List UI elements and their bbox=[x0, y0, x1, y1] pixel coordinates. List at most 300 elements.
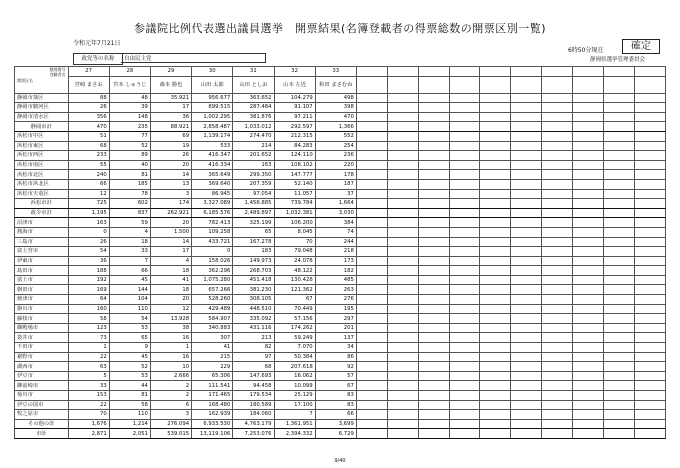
vote-cell bbox=[387, 247, 418, 257]
candidate-number bbox=[542, 67, 573, 77]
vote-cell bbox=[449, 151, 480, 161]
vote-cell bbox=[418, 122, 449, 132]
vote-cell: 207.359 bbox=[233, 179, 274, 189]
vote-cell bbox=[511, 189, 542, 199]
vote-cell: 2,051 bbox=[109, 429, 150, 439]
vote-cell: 44 bbox=[109, 381, 150, 391]
vote-cell bbox=[387, 237, 418, 247]
vote-cell bbox=[480, 314, 511, 324]
vote-cell: 308.105 bbox=[233, 295, 274, 305]
vote-cell bbox=[542, 400, 573, 410]
vote-cell bbox=[449, 237, 480, 247]
vote-cell bbox=[418, 189, 449, 199]
vote-cell: 6,185.576 bbox=[192, 208, 233, 218]
vote-cell: 263 bbox=[315, 285, 356, 295]
vote-cell bbox=[634, 400, 665, 410]
vote-cell: 36 bbox=[150, 112, 191, 122]
vote-cell: 26 bbox=[68, 237, 109, 247]
vote-cell bbox=[387, 170, 418, 180]
vote-cell bbox=[387, 343, 418, 353]
vote-cell bbox=[542, 275, 573, 285]
vote-cell bbox=[480, 352, 511, 362]
district-name: 三島市 bbox=[15, 237, 69, 247]
vote-cell: 45 bbox=[109, 352, 150, 362]
vote-cell bbox=[356, 208, 387, 218]
candidate-row bbox=[15, 76, 666, 93]
vote-cell bbox=[634, 237, 665, 247]
vote-cell bbox=[449, 362, 480, 372]
vote-cell: 106.200 bbox=[274, 218, 315, 228]
district-name: 磐田市 bbox=[15, 285, 69, 295]
vote-cell bbox=[356, 170, 387, 180]
vote-cell bbox=[418, 381, 449, 391]
vote-cell: 12 bbox=[150, 304, 191, 314]
vote-cell: 4 bbox=[109, 227, 150, 237]
vote-cell bbox=[634, 103, 665, 113]
vote-cell bbox=[387, 112, 418, 122]
vote-cell: 22 bbox=[68, 400, 109, 410]
vote-cell: 84.283 bbox=[274, 141, 315, 151]
vote-cell bbox=[480, 208, 511, 218]
vote-cell bbox=[387, 103, 418, 113]
vote-cell bbox=[480, 295, 511, 305]
vote-cell: 163 bbox=[233, 160, 274, 170]
vote-cell bbox=[418, 141, 449, 151]
vote-cell: 183 bbox=[233, 247, 274, 257]
vote-cell: 2,858.487 bbox=[192, 122, 233, 132]
vote-cell: 153 bbox=[68, 391, 109, 401]
vote-cell: 182 bbox=[315, 266, 356, 276]
vote-cell bbox=[356, 419, 387, 429]
vote-cell: 14 bbox=[150, 237, 191, 247]
district-name: 牧之原市 bbox=[15, 410, 69, 420]
vote-cell: 20 bbox=[150, 295, 191, 305]
vote-cell: 192 bbox=[68, 275, 109, 285]
vote-cell bbox=[604, 179, 635, 189]
vote-cell bbox=[387, 295, 418, 305]
table-row bbox=[15, 208, 666, 218]
vote-cell: 2 bbox=[150, 391, 191, 401]
vote-cell bbox=[418, 419, 449, 429]
vote-cell bbox=[604, 295, 635, 305]
vote-cell bbox=[387, 410, 418, 420]
candidate-number bbox=[480, 67, 511, 77]
vote-cell: 528.260 bbox=[192, 295, 233, 305]
vote-cell: 124.110 bbox=[274, 151, 315, 161]
district-name: 浜松市天竜区 bbox=[15, 189, 69, 199]
vote-cell: 68 bbox=[233, 362, 274, 372]
vote-cell: 195 bbox=[315, 304, 356, 314]
vote-cell bbox=[356, 371, 387, 381]
vote-cell: 148 bbox=[109, 112, 150, 122]
vote-cell: 162.939 bbox=[192, 410, 233, 420]
vote-cell bbox=[480, 93, 511, 103]
vote-cell bbox=[604, 419, 635, 429]
vote-cell: 3,699 bbox=[315, 419, 356, 429]
vote-cell bbox=[449, 295, 480, 305]
vote-cell bbox=[634, 391, 665, 401]
corner-district-label: 開票区名 bbox=[17, 78, 33, 83]
vote-cell bbox=[356, 227, 387, 237]
vote-cell bbox=[542, 352, 573, 362]
vote-cell bbox=[511, 256, 542, 266]
vote-cell: 299.350 bbox=[233, 170, 274, 180]
vote-cell bbox=[449, 227, 480, 237]
vote-cell: 297 bbox=[315, 314, 356, 324]
vote-cell bbox=[634, 343, 665, 353]
vote-cell bbox=[604, 400, 635, 410]
vote-cell: 70 bbox=[68, 410, 109, 420]
vote-cell bbox=[604, 141, 635, 151]
vote-cell: 78 bbox=[109, 189, 150, 199]
vote-cell bbox=[449, 112, 480, 122]
vote-cell: 13 bbox=[150, 179, 191, 189]
vote-cell bbox=[573, 352, 604, 362]
vote-cell: 416.334 bbox=[192, 160, 233, 170]
vote-cell bbox=[511, 429, 542, 439]
vote-cell: 18 bbox=[150, 266, 191, 276]
vote-cell: 485 bbox=[315, 275, 356, 285]
vote-cell: 48.122 bbox=[274, 266, 315, 276]
candidate-name bbox=[480, 76, 511, 93]
candidate-number: 30 bbox=[192, 67, 233, 77]
vote-cell bbox=[542, 151, 573, 161]
vote-cell bbox=[634, 141, 665, 151]
candidate-name bbox=[573, 76, 604, 93]
vote-cell: 10 bbox=[150, 362, 191, 372]
vote-cell bbox=[511, 266, 542, 276]
vote-cell bbox=[480, 189, 511, 199]
vote-cell: 4 bbox=[150, 256, 191, 266]
vote-cell: 41 bbox=[192, 343, 233, 353]
vote-cell bbox=[634, 410, 665, 420]
vote-cell: 54 bbox=[109, 314, 150, 324]
table-row bbox=[15, 333, 666, 343]
vote-cell: 739.784 bbox=[274, 199, 315, 209]
vote-cell bbox=[634, 160, 665, 170]
vote-cell bbox=[511, 391, 542, 401]
vote-cell bbox=[634, 323, 665, 333]
candidate-name: 和田 まさむね bbox=[315, 76, 356, 93]
candidate-number: 31 bbox=[233, 67, 274, 77]
vote-cell bbox=[418, 352, 449, 362]
vote-cell bbox=[511, 419, 542, 429]
vote-cell bbox=[573, 410, 604, 420]
vote-cell bbox=[542, 381, 573, 391]
vote-cell bbox=[573, 112, 604, 122]
district-name: 浜松市西区 bbox=[15, 151, 69, 161]
vote-cell bbox=[542, 170, 573, 180]
table-row bbox=[15, 256, 666, 266]
vote-cell bbox=[604, 160, 635, 170]
vote-cell bbox=[480, 179, 511, 189]
vote-cell bbox=[542, 371, 573, 381]
candidate-name bbox=[418, 76, 449, 93]
vote-cell: 171.465 bbox=[192, 391, 233, 401]
vote-cell bbox=[573, 247, 604, 257]
vote-cell bbox=[573, 237, 604, 247]
vote-cell: 34 bbox=[315, 343, 356, 353]
vote-cell: 110 bbox=[109, 304, 150, 314]
vote-cell bbox=[604, 410, 635, 420]
vote-cell bbox=[356, 247, 387, 257]
vote-cell bbox=[511, 237, 542, 247]
vote-cell bbox=[604, 112, 635, 122]
vote-cell bbox=[604, 247, 635, 257]
vote-cell: 88.921 bbox=[150, 122, 191, 132]
vote-cell bbox=[604, 151, 635, 161]
vote-cell: 158.026 bbox=[192, 256, 233, 266]
vote-cell bbox=[418, 237, 449, 247]
vote-cell bbox=[573, 362, 604, 372]
vote-cell bbox=[573, 419, 604, 429]
candidate-number bbox=[511, 67, 542, 77]
vote-cell: 470 bbox=[68, 122, 109, 132]
vote-cell: 97 bbox=[233, 352, 274, 362]
vote-cell bbox=[356, 256, 387, 266]
vote-cell: 5 bbox=[68, 371, 109, 381]
vote-cell bbox=[634, 295, 665, 305]
vote-cell bbox=[511, 295, 542, 305]
vote-cell: 53 bbox=[109, 371, 150, 381]
vote-cell bbox=[356, 275, 387, 285]
vote-cell bbox=[604, 275, 635, 285]
vote-cell: 65.306 bbox=[192, 371, 233, 381]
vote-cell: 86 bbox=[315, 352, 356, 362]
vote-cell bbox=[604, 93, 635, 103]
candidate-name bbox=[634, 76, 665, 93]
vote-cell: 470 bbox=[315, 112, 356, 122]
vote-cell bbox=[480, 285, 511, 295]
vote-cell bbox=[542, 256, 573, 266]
vote-cell bbox=[449, 333, 480, 343]
vote-cell: 26 bbox=[150, 151, 191, 161]
vote-cell: 121.362 bbox=[274, 285, 315, 295]
vote-cell: 212.315 bbox=[274, 131, 315, 141]
vote-cell bbox=[604, 362, 635, 372]
vote-cell bbox=[573, 381, 604, 391]
vote-cell bbox=[542, 247, 573, 257]
table-row bbox=[15, 314, 666, 324]
vote-cell bbox=[573, 314, 604, 324]
vote-cell: 109.258 bbox=[192, 227, 233, 237]
vote-cell: 51 bbox=[68, 131, 109, 141]
vote-cell bbox=[449, 189, 480, 199]
vote-cell bbox=[511, 218, 542, 228]
vote-cell: 325.199 bbox=[233, 218, 274, 228]
vote-cell: 137 bbox=[315, 333, 356, 343]
vote-cell bbox=[480, 419, 511, 429]
vote-cell bbox=[480, 103, 511, 113]
vote-cell: 1 bbox=[150, 343, 191, 353]
vote-cell: 201.652 bbox=[233, 151, 274, 161]
vote-cell: 335.092 bbox=[233, 314, 274, 324]
vote-cell: 2,489.897 bbox=[233, 208, 274, 218]
vote-cell bbox=[449, 179, 480, 189]
vote-cell bbox=[356, 410, 387, 420]
vote-cell: 215 bbox=[192, 352, 233, 362]
vote-cell: 65 bbox=[109, 333, 150, 343]
vote-cell bbox=[604, 314, 635, 324]
vote-cell bbox=[418, 199, 449, 209]
vote-cell bbox=[418, 170, 449, 180]
vote-cell bbox=[449, 131, 480, 141]
district-name: 島田市 bbox=[15, 266, 69, 276]
vote-cell: 1,361.951 bbox=[274, 419, 315, 429]
vote-cell: 83 bbox=[315, 400, 356, 410]
vote-cell bbox=[511, 371, 542, 381]
vote-cell: 276.094 bbox=[150, 419, 191, 429]
vote-cell bbox=[418, 247, 449, 257]
vote-cell: 9 bbox=[109, 343, 150, 353]
vote-cell: 214 bbox=[233, 141, 274, 151]
vote-cell bbox=[449, 285, 480, 295]
vote-cell bbox=[573, 275, 604, 285]
vote-cell: 14 bbox=[150, 170, 191, 180]
vote-cell: 20 bbox=[150, 160, 191, 170]
vote-cell: 168.480 bbox=[192, 400, 233, 410]
vote-cell bbox=[449, 304, 480, 314]
vote-cell bbox=[356, 141, 387, 151]
district-name: 政令市計 bbox=[15, 208, 69, 218]
vote-cell bbox=[634, 170, 665, 180]
table-row bbox=[15, 304, 666, 314]
vote-cell bbox=[480, 151, 511, 161]
vote-cell bbox=[634, 275, 665, 285]
vote-cell bbox=[418, 112, 449, 122]
district-name: 下田市 bbox=[15, 343, 69, 353]
vote-cell bbox=[573, 103, 604, 113]
vote-cell bbox=[511, 400, 542, 410]
vote-cell bbox=[387, 141, 418, 151]
vote-cell: 365.649 bbox=[192, 170, 233, 180]
vote-cell bbox=[604, 333, 635, 343]
vote-cell bbox=[480, 371, 511, 381]
vote-cell: 33 bbox=[68, 381, 109, 391]
vote-cell bbox=[573, 323, 604, 333]
vote-cell bbox=[542, 323, 573, 333]
vote-cell bbox=[387, 314, 418, 324]
vote-cell: 1,664 bbox=[315, 199, 356, 209]
vote-cell bbox=[418, 131, 449, 141]
vote-cell: 92 bbox=[315, 362, 356, 372]
vote-cell bbox=[449, 400, 480, 410]
vote-cell bbox=[480, 429, 511, 439]
vote-cell bbox=[634, 285, 665, 295]
vote-cell bbox=[573, 122, 604, 132]
vote-cell bbox=[573, 93, 604, 103]
vote-cell: 111.541 bbox=[192, 381, 233, 391]
candidate-name bbox=[356, 76, 387, 93]
district-name: 御前崎市 bbox=[15, 381, 69, 391]
vote-cell bbox=[480, 391, 511, 401]
candidate-number bbox=[604, 67, 635, 77]
vote-cell bbox=[449, 103, 480, 113]
vote-cell: 16 bbox=[150, 333, 191, 343]
vote-cell bbox=[634, 352, 665, 362]
district-name: 富士宮市 bbox=[15, 247, 69, 257]
vote-cell: 381.230 bbox=[233, 285, 274, 295]
vote-cell: 39 bbox=[109, 103, 150, 113]
vote-cell: 184.060 bbox=[233, 410, 274, 420]
party-name: 自由民主党 bbox=[121, 53, 266, 63]
candidate-number: 29 bbox=[150, 67, 191, 77]
number-row bbox=[15, 67, 666, 77]
vote-cell: 86.945 bbox=[192, 189, 233, 199]
vote-cell: 229 bbox=[192, 362, 233, 372]
vote-cell bbox=[573, 285, 604, 295]
vote-cell bbox=[418, 103, 449, 113]
vote-cell: 362.296 bbox=[192, 266, 233, 276]
vote-cell: 1,002.295 bbox=[192, 112, 233, 122]
vote-cell bbox=[449, 247, 480, 257]
vote-cell bbox=[634, 266, 665, 276]
vote-cell bbox=[511, 304, 542, 314]
vote-cell: 45 bbox=[109, 275, 150, 285]
vote-cell bbox=[418, 227, 449, 237]
vote-cell bbox=[418, 362, 449, 372]
vote-cell bbox=[356, 218, 387, 228]
vote-cell: 88 bbox=[68, 93, 109, 103]
vote-cell: 123 bbox=[68, 323, 109, 333]
vote-cell bbox=[449, 314, 480, 324]
vote-cell bbox=[573, 266, 604, 276]
vote-cell: 54 bbox=[68, 247, 109, 257]
vote-cell: 552 bbox=[315, 131, 356, 141]
vote-cell: 174.262 bbox=[274, 323, 315, 333]
vote-cell bbox=[387, 160, 418, 170]
table-row bbox=[15, 179, 666, 189]
vote-cell bbox=[604, 122, 635, 132]
vote-cell bbox=[480, 333, 511, 343]
vote-cell: 307 bbox=[192, 333, 233, 343]
vote-cell: 25.129 bbox=[274, 391, 315, 401]
vote-cell: 451.418 bbox=[233, 275, 274, 285]
vote-cell: 448.510 bbox=[233, 304, 274, 314]
vote-cell bbox=[418, 160, 449, 170]
vote-cell bbox=[573, 208, 604, 218]
vote-cell bbox=[356, 131, 387, 141]
vote-cell bbox=[449, 218, 480, 228]
vote-cell: 104 bbox=[109, 295, 150, 305]
vote-cell bbox=[480, 218, 511, 228]
vote-cell: 235 bbox=[109, 122, 150, 132]
report-time: 6時50分現在 bbox=[568, 47, 604, 54]
vote-cell bbox=[573, 151, 604, 161]
vote-cell bbox=[387, 371, 418, 381]
vote-cell: 17.100 bbox=[274, 400, 315, 410]
candidate-number bbox=[449, 67, 480, 77]
vote-cell bbox=[542, 343, 573, 353]
corner-candidate-label: 登載者名 bbox=[49, 72, 66, 77]
vote-cell: 66 bbox=[315, 410, 356, 420]
vote-cell bbox=[387, 189, 418, 199]
vote-cell bbox=[573, 400, 604, 410]
vote-cell: 63 bbox=[68, 362, 109, 372]
table-row bbox=[15, 122, 666, 132]
vote-cell: 3 bbox=[150, 189, 191, 199]
vote-cell: 187 bbox=[315, 179, 356, 189]
vote-cell bbox=[449, 199, 480, 209]
vote-cell bbox=[449, 343, 480, 353]
vote-cell: 65 bbox=[233, 227, 274, 237]
table-row bbox=[15, 218, 666, 228]
vote-cell bbox=[511, 275, 542, 285]
vote-cell: 97.211 bbox=[274, 112, 315, 122]
district-name: 浜松市北区 bbox=[15, 170, 69, 180]
district-name: 浜松市東区 bbox=[15, 141, 69, 151]
vote-cell bbox=[511, 151, 542, 161]
